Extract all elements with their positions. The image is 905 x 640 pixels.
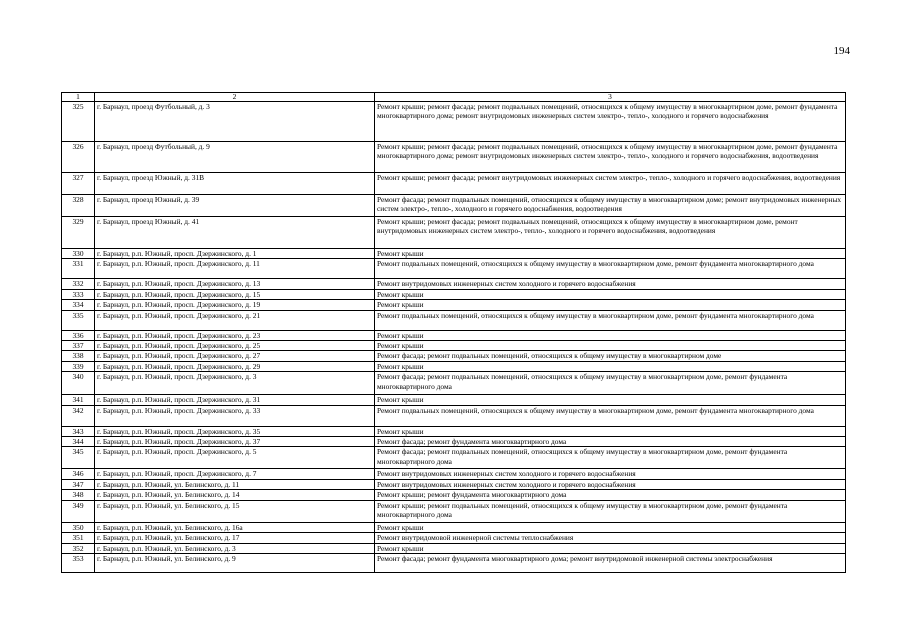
row-works: Ремонт крыши; ремонт фасада; ремонт подвальных помещений, относящихся к общему имуществу в многоквартирном доме, ремонт фундамента многоквартирного дома; ремонт внутридомовых инженерных систем электро-, тепло-, холодного и горячего водоснабжения, водоотведения: [375, 142, 846, 173]
row-address: г. Барнаул, р.п. Южный, просп. Дзержинского, д. 35: [95, 426, 375, 436]
row-number: 353: [62, 553, 95, 572]
row-number: 342: [62, 405, 95, 426]
row-address: г. Барнаул, проезд Южный, д. 41: [95, 217, 375, 249]
row-address: г. Барнаул, р.п. Южный, просп. Дзержинского, д. 37: [95, 437, 375, 447]
row-works: Ремонт крыши: [375, 249, 846, 259]
table-row: [62, 543, 846, 553]
table-row: [62, 479, 846, 489]
table-row: [62, 437, 846, 447]
row-number: 334: [62, 300, 95, 310]
row-address: г. Барнаул, проезд Южный, д. 39: [95, 195, 375, 217]
table-row: [62, 279, 846, 289]
row-works: Ремонт крыши; ремонт подвальных помещений, относящихся к общему имуществу в многоквартирном доме, ремонт фундамента многоквартирного дома: [375, 500, 846, 522]
row-number: 325: [62, 102, 95, 142]
row-number: 333: [62, 289, 95, 299]
row-address: г. Барнаул, р.п. Южный, ул. Белинского, д. 16а: [95, 522, 375, 532]
row-works: Ремонт крыши: [375, 361, 846, 371]
table-row: [62, 533, 846, 543]
row-number: 329: [62, 217, 95, 249]
row-number: 335: [62, 310, 95, 330]
row-address: г. Барнаул, р.п. Южный, просп. Дзержинского, д. 27: [95, 351, 375, 361]
table-row: [62, 249, 846, 259]
row-address: г. Барнаул, р.п. Южный, просп. Дзержинского, д. 29: [95, 361, 375, 371]
row-works: Ремонт крыши: [375, 330, 846, 340]
row-number: 346: [62, 469, 95, 479]
row-address: г. Барнаул, р.п. Южный, просп. Дзержинского, д. 5: [95, 447, 375, 469]
table-row: [62, 259, 846, 279]
table-row: [62, 553, 846, 572]
table-header-row: [62, 93, 846, 102]
table-row: [62, 330, 846, 340]
column-header-number: 1: [62, 93, 95, 102]
row-number: 344: [62, 437, 95, 447]
row-works: Ремонт крыши; ремонт фундамента многоквартирного дома: [375, 490, 846, 500]
row-works: Ремонт внутридомовых инженерных систем холодного и горячего водоснабжения: [375, 479, 846, 489]
table-row: [62, 500, 846, 522]
row-number: 351: [62, 533, 95, 543]
row-address: г. Барнаул, р.п. Южный, просп. Дзержинского, д. 1: [95, 249, 375, 259]
page-number: 194: [833, 45, 850, 57]
row-number: 347: [62, 479, 95, 489]
row-address: г. Барнаул, р.п. Южный, просп. Дзержинского, д. 7: [95, 469, 375, 479]
row-works: Ремонт подвальных помещений, относящихся к общему имуществу в многоквартирном доме, ремонт фундамента многоквартирного дома: [375, 310, 846, 330]
row-number: 331: [62, 259, 95, 279]
row-address: г. Барнаул, р.п. Южный, просп. Дзержинского, д. 19: [95, 300, 375, 310]
row-works: Ремонт крыши: [375, 543, 846, 553]
row-number: 327: [62, 173, 95, 195]
row-works: Ремонт фасада; ремонт фундамента многоквартирного дома: [375, 437, 846, 447]
repair-works-table: [61, 92, 846, 573]
table-row: [62, 405, 846, 426]
column-header-address: 2: [95, 93, 375, 102]
row-address: г. Барнаул, р.п. Южный, просп. Дзержинского, д. 21: [95, 310, 375, 330]
column-header-works: 3: [375, 93, 846, 102]
row-works: Ремонт крыши: [375, 426, 846, 436]
table-row: [62, 522, 846, 532]
row-works: Ремонт крыши; ремонт фасада; ремонт подвальных помещений, относящихся к общему имуществу в многоквартирном доме, ремонт фундамента многоквартирного дома; ремонт внутридомовых инженерных систем электро-, тепло-, холодного и горячего водоснабжения: [375, 102, 846, 142]
row-works: Ремонт подвальных помещений, относящихся к общему имуществу в многоквартирном доме, ремонт фундамента многоквартирного дома: [375, 259, 846, 279]
row-address: г. Барнаул, р.п. Южный, ул. Белинского, д. 14: [95, 490, 375, 500]
table-row: [62, 310, 846, 330]
row-address: г. Барнаул, р.п. Южный, просп. Дзержинского, д. 31: [95, 395, 375, 405]
row-address: г. Барнаул, р.п. Южный, ул. Белинского, д. 9: [95, 553, 375, 572]
row-works: Ремонт фасада; ремонт подвальных помещений, относящихся к общему имуществу в многоквартирном доме; ремонт внутридомовых инженерных систем электро-, тепло-, холодного и горячего водоснабжения, водоотведения: [375, 195, 846, 217]
row-number: 350: [62, 522, 95, 532]
table-row: [62, 195, 846, 217]
row-address: г. Барнаул, р.п. Южный, просп. Дзержинского, д. 15: [95, 289, 375, 299]
row-address: г. Барнаул, р.п. Южный, ул. Белинского, д. 15: [95, 500, 375, 522]
row-address: г. Барнаул, проезд Южный, д. 31В: [95, 173, 375, 195]
row-number: 326: [62, 142, 95, 173]
row-number: 349: [62, 500, 95, 522]
table-row: [62, 173, 846, 195]
table-row: [62, 102, 846, 142]
row-address: г. Барнаул, проезд Футбольный, д. 3: [95, 102, 375, 142]
table-row: [62, 341, 846, 351]
row-number: 336: [62, 330, 95, 340]
row-address: г. Барнаул, р.п. Южный, просп. Дзержинского, д. 13: [95, 279, 375, 289]
table-row: [62, 490, 846, 500]
row-address: г. Барнаул, р.п. Южный, просп. Дзержинского, д. 23: [95, 330, 375, 340]
row-number: 343: [62, 426, 95, 436]
row-number: 339: [62, 361, 95, 371]
row-number: 332: [62, 279, 95, 289]
row-address: г. Барнаул, р.п. Южный, ул. Белинского, д. 17: [95, 533, 375, 543]
row-address: г. Барнаул, р.п. Южный, просп. Дзержинского, д. 3: [95, 372, 375, 395]
row-number: 337: [62, 341, 95, 351]
table-row: [62, 289, 846, 299]
row-works: Ремонт фасада; ремонт подвальных помещений, относящихся к общему имуществу в многоквартирном доме: [375, 351, 846, 361]
row-works: Ремонт внутридомовых инженерных систем холодного и горячего водоснабжения: [375, 469, 846, 479]
row-address: г. Барнаул, р.п. Южный, просп. Дзержинского, д. 11: [95, 259, 375, 279]
row-number: 348: [62, 490, 95, 500]
row-works: Ремонт крыши; ремонт фасада; ремонт подвальных помещений, относящихся к общему имуществу в многоквартирном доме, ремонт внутридомовых инженерных систем электро-, тепло-, холодного и горячего водоснабжения, водоотведения: [375, 217, 846, 249]
row-works: Ремонт фасада; ремонт подвальных помещений, относящихся к общему имуществу в многоквартирном доме, ремонт фундамента многоквартирного дома: [375, 372, 846, 395]
row-number: 328: [62, 195, 95, 217]
row-address: г. Барнаул, р.п. Южный, просп. Дзержинского, д. 25: [95, 341, 375, 351]
row-works: Ремонт фасада; ремонт фундамента многоквартирного дома; ремонт внутридомовой инженерной системы электроснабжения: [375, 553, 846, 572]
row-number: 352: [62, 543, 95, 553]
row-address: г. Барнаул, р.п. Южный, ул. Белинского, д. 11: [95, 479, 375, 489]
table-row: [62, 469, 846, 479]
row-works: Ремонт крыши: [375, 289, 846, 299]
table-row: [62, 142, 846, 173]
row-works: Ремонт внутридомовых инженерных систем холодного и горячего водоснабжения: [375, 279, 846, 289]
row-works: Ремонт внутридомовой инженерной системы теплоснабжения: [375, 533, 846, 543]
table-row: [62, 217, 846, 249]
row-number: 341: [62, 395, 95, 405]
row-works: Ремонт фасада; ремонт подвальных помещений, относящихся к общему имуществу в многоквартирном доме, ремонт фундамента многоквартирного дома: [375, 447, 846, 469]
table-row: [62, 372, 846, 395]
table-row: [62, 447, 846, 469]
row-number: 330: [62, 249, 95, 259]
row-works: Ремонт крыши; ремонт фасада; ремонт внутридомовых инженерных систем электро-, тепло-, холодного и горячего водоснабжения, водоотведения: [375, 173, 846, 195]
table-row: [62, 361, 846, 371]
row-works: Ремонт крыши: [375, 395, 846, 405]
table-row: [62, 300, 846, 310]
row-number: 340: [62, 372, 95, 395]
row-works: Ремонт крыши: [375, 341, 846, 351]
table-row: [62, 426, 846, 436]
row-number: 345: [62, 447, 95, 469]
row-number: 338: [62, 351, 95, 361]
table-row: [62, 351, 846, 361]
row-works: Ремонт крыши: [375, 522, 846, 532]
row-address: г. Барнаул, р.п. Южный, ул. Белинского, д. 3: [95, 543, 375, 553]
row-address: г. Барнаул, р.п. Южный, просп. Дзержинского, д. 33: [95, 405, 375, 426]
row-works: Ремонт крыши: [375, 300, 846, 310]
table-row: [62, 395, 846, 405]
row-works: Ремонт подвальных помещений, относящихся к общему имуществу в многоквартирном доме, ремонт фундамента многоквартирного дома: [375, 405, 846, 426]
row-address: г. Барнаул, проезд Футбольный, д. 9: [95, 142, 375, 173]
